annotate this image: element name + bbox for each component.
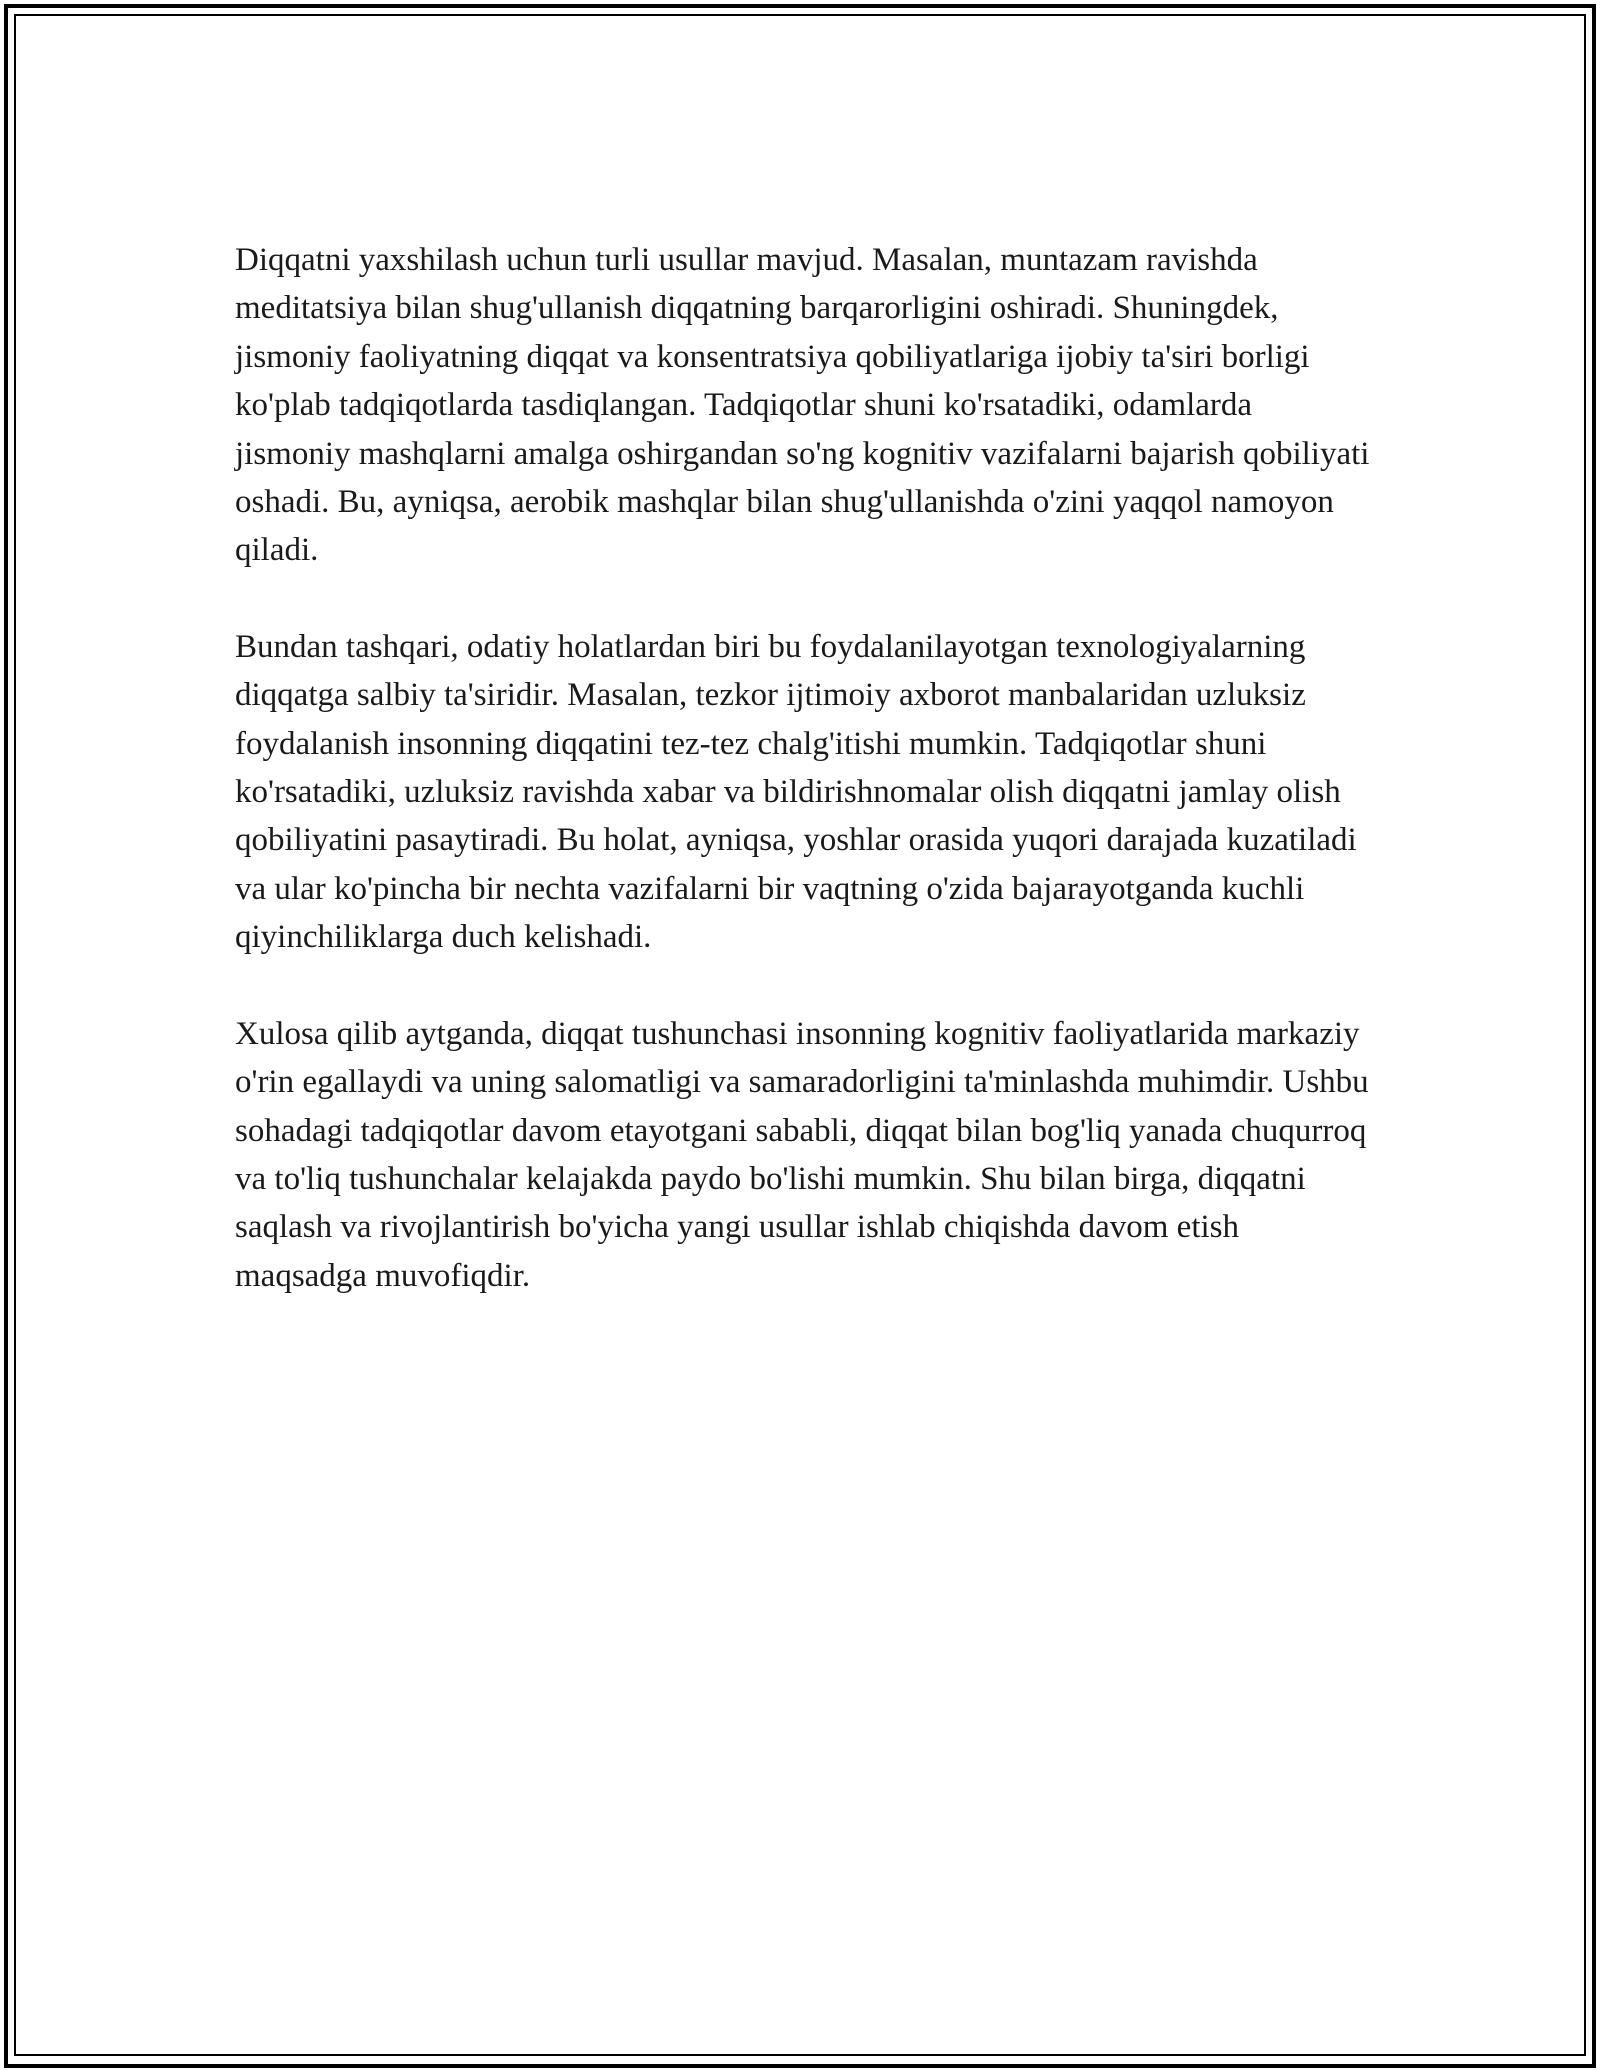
- paragraph-1: Diqqatni yaxshilash uchun turli usullar mavjud. Masalan, muntazam ravishda meditatsiya bilan shug'ullanish diqqatning barqarorligini oshiradi. Shuningdek, jismoniy faoliyatning diqqat va konsentratsiya qobiliyatlariga ijobiy ta'siri borligi ko'plab tadqiqotlarda tasdiqlangan. Tadqiqotlar shuni ko'rsatadiki, odamlarda jismoniy mashqlarni amalga oshirgandan so'ng kognitiv vazifalarni bajarish qobiliyati oshadi. Bu, ayniqsa, aerobik mashqlar bilan shug'ullanishda o'zini yaqqol namoyon qiladi.: [235, 242, 1370, 569]
- paragraph-3: Xulosa qilib aytganda, diqqat tushunchasi insonning kognitiv faoliyatlarida markaziy o'rin egallaydi va uning salomatligi va samaradorligini ta'minlashda muhimdir. Ushbu sohadagi tadqiqotlar davom etayotgani sababli, diqqat bilan bog'liq yanada chuqurroq va to'liq tushunchalar kelajakda paydo bo'lishi mumkin. Shu bilan birga, diqqatni saqlash va rivojlantirish bo'yicha yangi usullar ishlab chiqishda davom etish maqsadga muvofiqdir.: [235, 1015, 1369, 1294]
- paragraph-2: Bundan tashqari, odatiy holatlardan biri bu foydalanilayotgan texnologiyalarning diqqatga salbiy ta'siridir. Masalan, tezkor ijtimoiy axborot manbalaridan uzluksiz foydalanish insonning diqqatini tez-tez chalg'itishi mumkin. Tadqiqotlar shuni ko'rsatadiki, uzluksiz ravishda xabar va bildirishnomalar olish diqqatni jamlay olish qobiliyatini pasaytiradi. Bu holat, ayniqsa, yoshlar orasida yuqori darajada kuzatiladi va ular ko'pincha bir nechta vazifalarni bir vaqtning o'zida bajarayotganda kuchli qiyinchiliklarga duch kelishadi.: [235, 628, 1357, 956]
- document-body: [235, 236, 1375, 1348]
